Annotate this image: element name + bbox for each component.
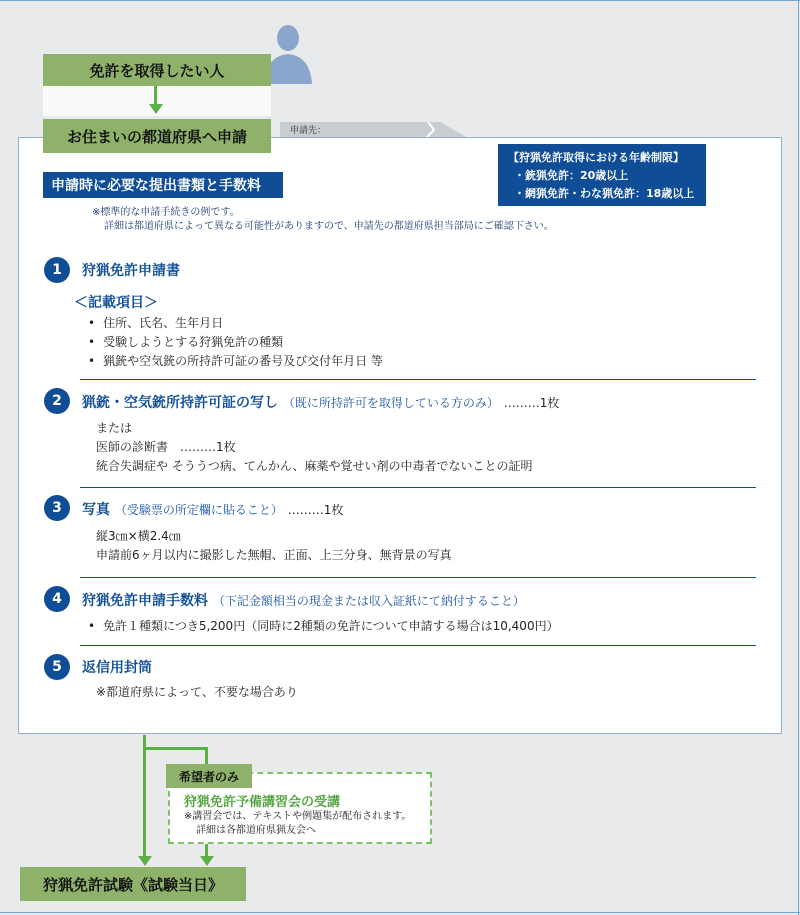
section-title-4 bbox=[82, 590, 525, 610]
apply-box bbox=[43, 119, 271, 153]
section-count: ………1枚 bbox=[503, 396, 560, 410]
arrow-line-1 bbox=[154, 86, 157, 104]
body-line: 縦3㎝×横2.4㎝ bbox=[96, 529, 181, 543]
body-line: 統合失調症や そううつ病、てんかん、麻薬や覚せい剤の中毒者でないことの証明 bbox=[96, 459, 533, 473]
body-line: 医師の診断書 ………1枚 bbox=[96, 440, 236, 454]
list-item: • 住所、氏名、生年月日 bbox=[88, 314, 383, 333]
body-line: または bbox=[96, 421, 133, 435]
section-number-5: 5 bbox=[44, 654, 70, 680]
apply-box-label: お住まいの都道府県へ申請 bbox=[66, 127, 247, 146]
section-title-2 bbox=[82, 392, 559, 412]
arrow-line-branch-down bbox=[205, 747, 208, 765]
exam-box bbox=[20, 867, 246, 901]
frame-top-border bbox=[0, 0, 800, 1]
body-line: 申請前6ヶ月以内に撮影した無帽、正面、上三分身、無背景の写真 bbox=[96, 548, 452, 562]
section-5-body bbox=[96, 683, 298, 702]
section-title-1: 狩猟免許申請書 bbox=[82, 263, 180, 279]
section-title-3 bbox=[82, 499, 343, 519]
documents-title-text: 申請時に必要な提出書類と手数料 bbox=[51, 178, 261, 194]
section-3-body bbox=[96, 527, 452, 565]
procedure-note bbox=[92, 206, 554, 234]
section-2-body bbox=[96, 419, 533, 476]
section-title-text: 狩猟免許申請手数料 bbox=[82, 593, 208, 609]
section-number-2: 2 bbox=[44, 388, 70, 414]
age-limit-box bbox=[498, 144, 706, 206]
note-line: 詳細は各都道府県猟友会へ bbox=[196, 825, 316, 836]
optional-course-title: 狩猟免許予備講習会の受講 bbox=[184, 795, 341, 810]
section-title-5: 返信用封筒 bbox=[82, 660, 152, 676]
optional-label-text: 希望者のみ bbox=[178, 769, 239, 784]
section-count: ………1枚 bbox=[287, 503, 344, 517]
section-divider bbox=[80, 487, 756, 488]
documents-title bbox=[43, 172, 283, 198]
section-title-text: 写真 bbox=[82, 502, 110, 518]
note-line: ※講習会では、テキストや例題集が配布されます。 bbox=[184, 811, 412, 822]
apply-to-small: 申請先： bbox=[290, 126, 327, 136]
list-item: • 免許１種類につき5,200円（同時に2種類の免許について申請する場合は10,400円） bbox=[88, 617, 559, 636]
section-subtitle: （既に所持許可を取得している方のみ） bbox=[282, 396, 499, 410]
exam-box-label: 狩猟免許試験《試験当日》 bbox=[42, 875, 223, 894]
procedure-note-line: ※標準的な申請手続きの例です。 bbox=[92, 207, 240, 218]
list-item: • 受験しようとする狩猟免許の種類 bbox=[88, 333, 383, 352]
fee-list bbox=[88, 617, 559, 636]
optional-label bbox=[166, 764, 252, 788]
section-divider bbox=[80, 379, 756, 380]
frame-right-border bbox=[798, 0, 799, 915]
list-item: • 猟銃や空気銃の所持許可証の番号及び交付年月日 等 bbox=[88, 352, 383, 371]
section-subtitle: （下記金額相当の現金または収入証紙にて納付すること） bbox=[212, 594, 525, 608]
entry-items-heading: ＜記載項目＞ bbox=[74, 295, 158, 311]
section-title-text: 猟銃・空気銃所持許可証の写し bbox=[82, 395, 278, 411]
person-box-label: 免許を取得したい人 bbox=[89, 61, 225, 80]
arrow-line-branch bbox=[143, 747, 207, 750]
frame-bottom-border bbox=[0, 912, 800, 913]
section-number-1: 1 bbox=[44, 257, 70, 283]
arrow-line-main bbox=[143, 735, 146, 857]
optional-course-note bbox=[184, 810, 411, 838]
arrow-down-icon bbox=[138, 856, 152, 866]
person-box bbox=[43, 54, 271, 86]
procedure-note-line: 詳細は都道府県によって異なる可能性がありますので、申請先の都道府県担当部局にご確認下さい。 bbox=[104, 221, 554, 232]
age-limit-title: 【狩猟免許取得における年齢制限】 bbox=[508, 151, 684, 164]
section-divider bbox=[80, 645, 756, 646]
section-number-3: 3 bbox=[44, 495, 70, 521]
entry-items-list bbox=[88, 314, 383, 371]
section-number-4: 4 bbox=[44, 586, 70, 612]
arrow-down-icon bbox=[200, 856, 214, 866]
body-line: ※都道府県によって、不要な場合あり bbox=[96, 685, 298, 699]
section-subtitle: （受験票の所定欄に貼ること） bbox=[114, 503, 283, 517]
arrow-down-icon bbox=[149, 104, 163, 114]
section-divider bbox=[80, 577, 756, 578]
age-limit-item: ・銃猟免許：20歳以上 bbox=[514, 169, 629, 182]
age-limit-item: ・網猟免許・わな猟免許：18歳以上 bbox=[514, 187, 695, 200]
